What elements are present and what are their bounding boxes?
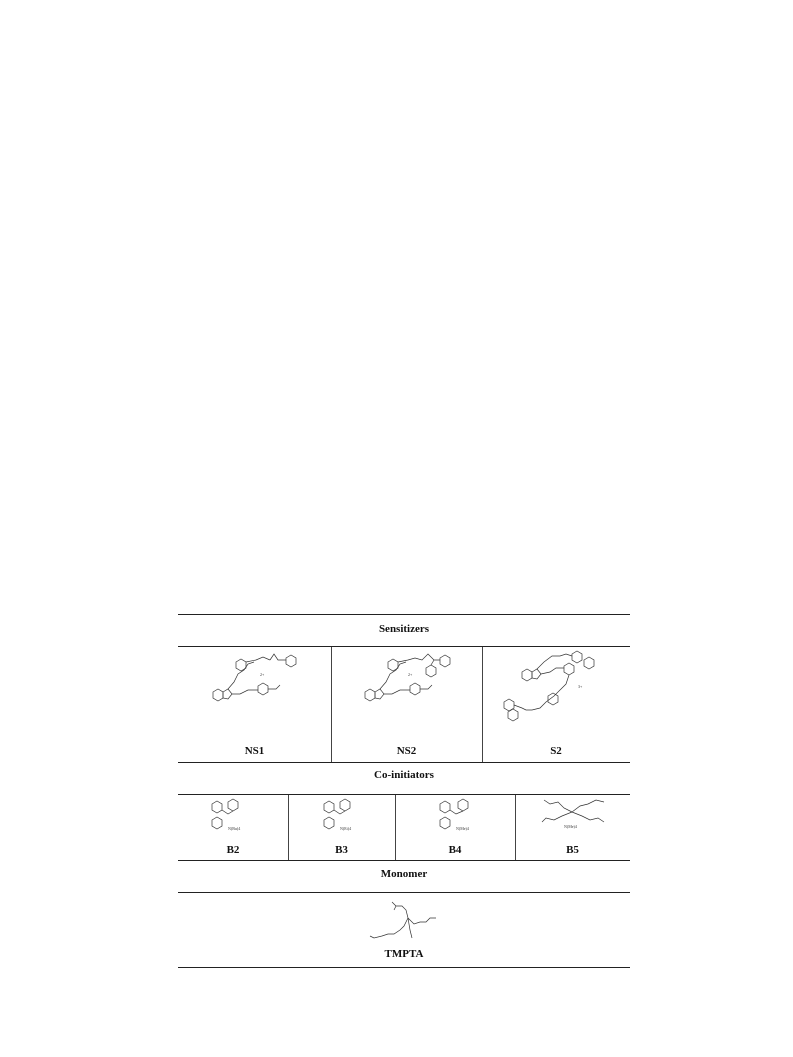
- svg-text:N(Et)4: N(Et)4: [340, 826, 352, 831]
- ns1-structure: [208, 654, 308, 714]
- monomer-top-rule: [178, 860, 630, 861]
- b5-structure: [540, 798, 608, 834]
- coinitiator-label-b2: B2: [226, 844, 240, 856]
- svg-text:3+: 3+: [578, 684, 583, 689]
- sensitizers-heading: Sensitizers: [378, 623, 430, 635]
- sensitizer-label-ns2: NS2: [396, 745, 417, 757]
- coinitiator-label-b5: B5: [566, 844, 579, 856]
- svg-text:2+: 2+: [260, 672, 265, 677]
- b3-structure: [320, 798, 376, 836]
- coinitiator-label-b3: B3: [335, 844, 348, 856]
- coinitiator-label-b4: B4: [448, 844, 462, 856]
- b4-structure: [436, 798, 492, 836]
- svg-text:N(Me)4: N(Me)4: [564, 824, 577, 829]
- b2-structure: [208, 798, 264, 836]
- ns2-structure: [360, 650, 460, 714]
- monomer-label-tmpta: TMPTA: [384, 948, 424, 960]
- monomer-heading: Monomer: [380, 868, 428, 880]
- svg-text:N(Bu)4: N(Bu)4: [228, 826, 241, 831]
- sensitizer-label-ns1: NS1: [244, 745, 265, 757]
- coinitiators-rule: [178, 794, 630, 795]
- sensitizer-label-s2: S2: [550, 745, 562, 757]
- svg-text:N(Me)4: N(Me)4: [456, 826, 469, 831]
- sensitizers-rule: [178, 646, 630, 647]
- bottom-rule: [178, 967, 630, 968]
- svg-text:2+: 2+: [408, 672, 413, 677]
- coinitiators-top-rule: [178, 762, 630, 763]
- monomer-rule: [178, 892, 630, 893]
- coinitiators-heading: Co-initiators: [374, 769, 434, 781]
- initiator-figure: [178, 614, 630, 969]
- top-rule: [178, 614, 630, 615]
- tmpta-structure: [368, 900, 440, 946]
- s2-structure: [500, 650, 612, 730]
